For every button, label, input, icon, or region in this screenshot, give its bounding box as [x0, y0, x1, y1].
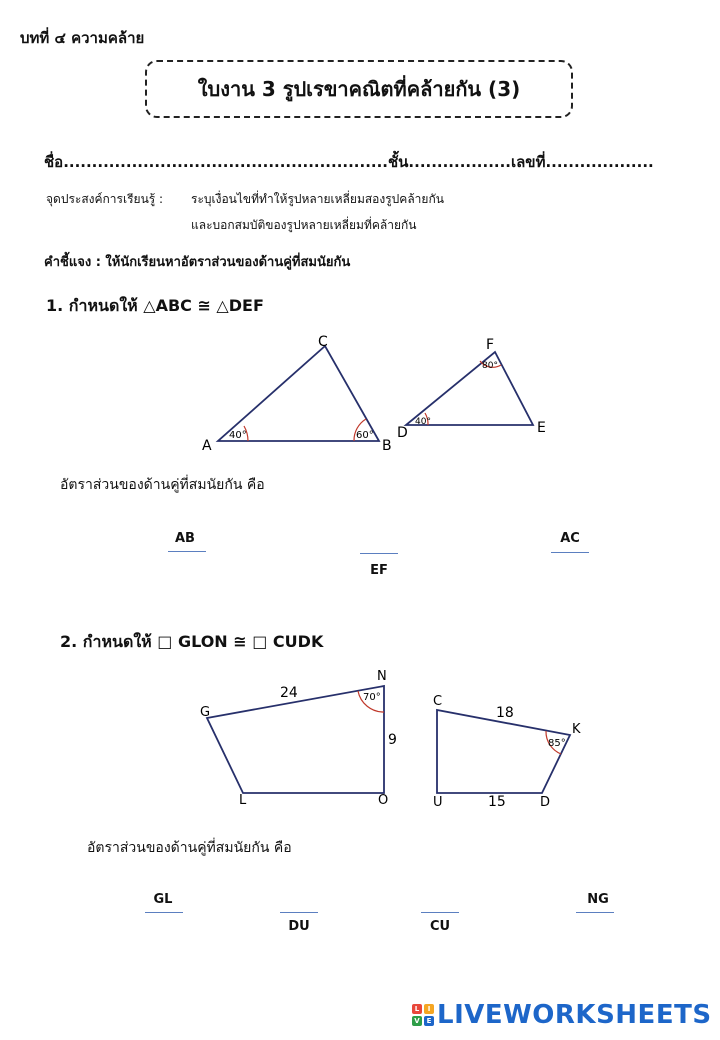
- q1-frac3-bar: [551, 552, 589, 553]
- vertex-f: F: [486, 337, 495, 353]
- q2-frac2-denominator: DU: [288, 919, 310, 934]
- q1-frac2-bar: [360, 553, 398, 554]
- q1-frac1-denominator-input[interactable]: [168, 556, 210, 574]
- objective-line-2: และบอกสมบัติของรูปหลายเหลี่ยมที่คล้ายกัน: [191, 218, 417, 232]
- brand-name: LIVEWORKSHEETS: [437, 1000, 712, 1030]
- q2-statement: 2. กำหนดให้ □ GLON ≅ □ CUDK: [60, 632, 324, 651]
- q2-ratio-prompt: อัตราส่วนของด้านคู่ที่สมนัยกัน คือ: [87, 840, 292, 856]
- objective-label: จุดประสงค์การเรียนรู้ :: [46, 192, 164, 206]
- q2-frac1-bar: [145, 912, 183, 913]
- objective-line-1: ระบุเงื่อนไขที่ทำให้รูปหลายเหลี่ยมสองรูปคล้ายกัน: [191, 192, 444, 206]
- objective: [46, 190, 444, 209]
- q1-frac2-numerator-input[interactable]: [360, 533, 402, 551]
- angle-d-label: 40°: [415, 417, 431, 427]
- q1-frac3-denominator-input[interactable]: [551, 557, 593, 575]
- logo-mark-icon: [412, 1004, 434, 1026]
- vertex-a: A: [202, 438, 212, 454]
- side-no-length: 9: [388, 732, 397, 748]
- q2-frac3-denominator: CU: [429, 919, 451, 934]
- vertex-o: O: [378, 793, 389, 808]
- instruction: คำชี้แจง : ให้นักเรียนหาอัตราส่วนของด้านคู่ที่สมนัยกัน: [44, 255, 351, 270]
- vertex-l: L: [239, 793, 247, 808]
- q2-frac2-bar: [280, 912, 318, 913]
- q1-frac3-numerator: AC: [560, 531, 580, 546]
- logo-letter-i: I: [424, 1004, 434, 1014]
- logo-letter-l: L: [412, 1004, 422, 1014]
- angle-n-label: 70°: [363, 692, 381, 703]
- q1-frac1-bar: [168, 551, 206, 552]
- vertex-e: E: [537, 420, 546, 436]
- vertex-n: N: [377, 669, 387, 684]
- q2-frac3-numerator-input[interactable]: [421, 893, 463, 911]
- quadrilateral-glon: [200, 669, 397, 808]
- q2-frac4-bar: [576, 912, 614, 913]
- q1-frac2-denominator: EF: [370, 563, 388, 578]
- triangle-def: [397, 337, 546, 441]
- vertex-d: D: [397, 425, 408, 441]
- q1-ratio-prompt: อัตราส่วนของด้านคู่ที่สมนัยกัน คือ: [60, 477, 265, 493]
- triangle-abc: [202, 334, 392, 454]
- q1-triangles-figure: [190, 325, 570, 460]
- vertex-c: C: [433, 694, 443, 709]
- vertex-u: U: [433, 795, 443, 810]
- q2-frac3-bar: [421, 912, 459, 913]
- vertex-b: B: [382, 438, 392, 454]
- vertex-d: D: [540, 795, 551, 810]
- vertex-c: C: [318, 334, 328, 350]
- worksheet-title-box: [145, 60, 573, 118]
- q1-frac1-numerator: AB: [175, 531, 195, 546]
- quadrilateral-cudk: [433, 694, 581, 810]
- vertex-k: K: [572, 722, 581, 737]
- logo-letter-e: E: [424, 1016, 434, 1026]
- logo-letter-v: V: [412, 1016, 422, 1026]
- angle-k-label: 85°: [548, 738, 566, 749]
- q2-quadrilaterals-figure: [195, 665, 595, 815]
- q2-frac4-numerator: NG: [587, 892, 609, 907]
- vertex-g: G: [200, 705, 211, 720]
- angle-b-label: 60°: [356, 430, 374, 441]
- worksheet-title: ใบงาน 3 รูปเรขาคณิตที่คล้ายกัน (3): [197, 77, 521, 101]
- q2-frac4-denominator-input[interactable]: [576, 917, 618, 935]
- side-ck-length: 18: [496, 705, 514, 721]
- liveworksheets-logo: [412, 1000, 712, 1030]
- q2-frac1-numerator: GL: [153, 892, 173, 907]
- chapter-heading: บทที่ ๔ ความคล้าย: [20, 29, 145, 47]
- side-gn-length: 24: [280, 685, 298, 701]
- angle-f-label: 80°: [482, 361, 498, 371]
- side-ud-length: 15: [488, 794, 506, 810]
- student-info-line: ชื่อ.........................................................ชั้น..................เลขที่...................: [44, 153, 654, 171]
- angle-a-label: 40°: [229, 430, 247, 441]
- q1-statement: 1. กำหนดให้ △ABC ≅ △DEF: [46, 296, 264, 315]
- q2-frac1-denominator-input[interactable]: [145, 917, 187, 935]
- q2-frac2-numerator-input[interactable]: [280, 893, 322, 911]
